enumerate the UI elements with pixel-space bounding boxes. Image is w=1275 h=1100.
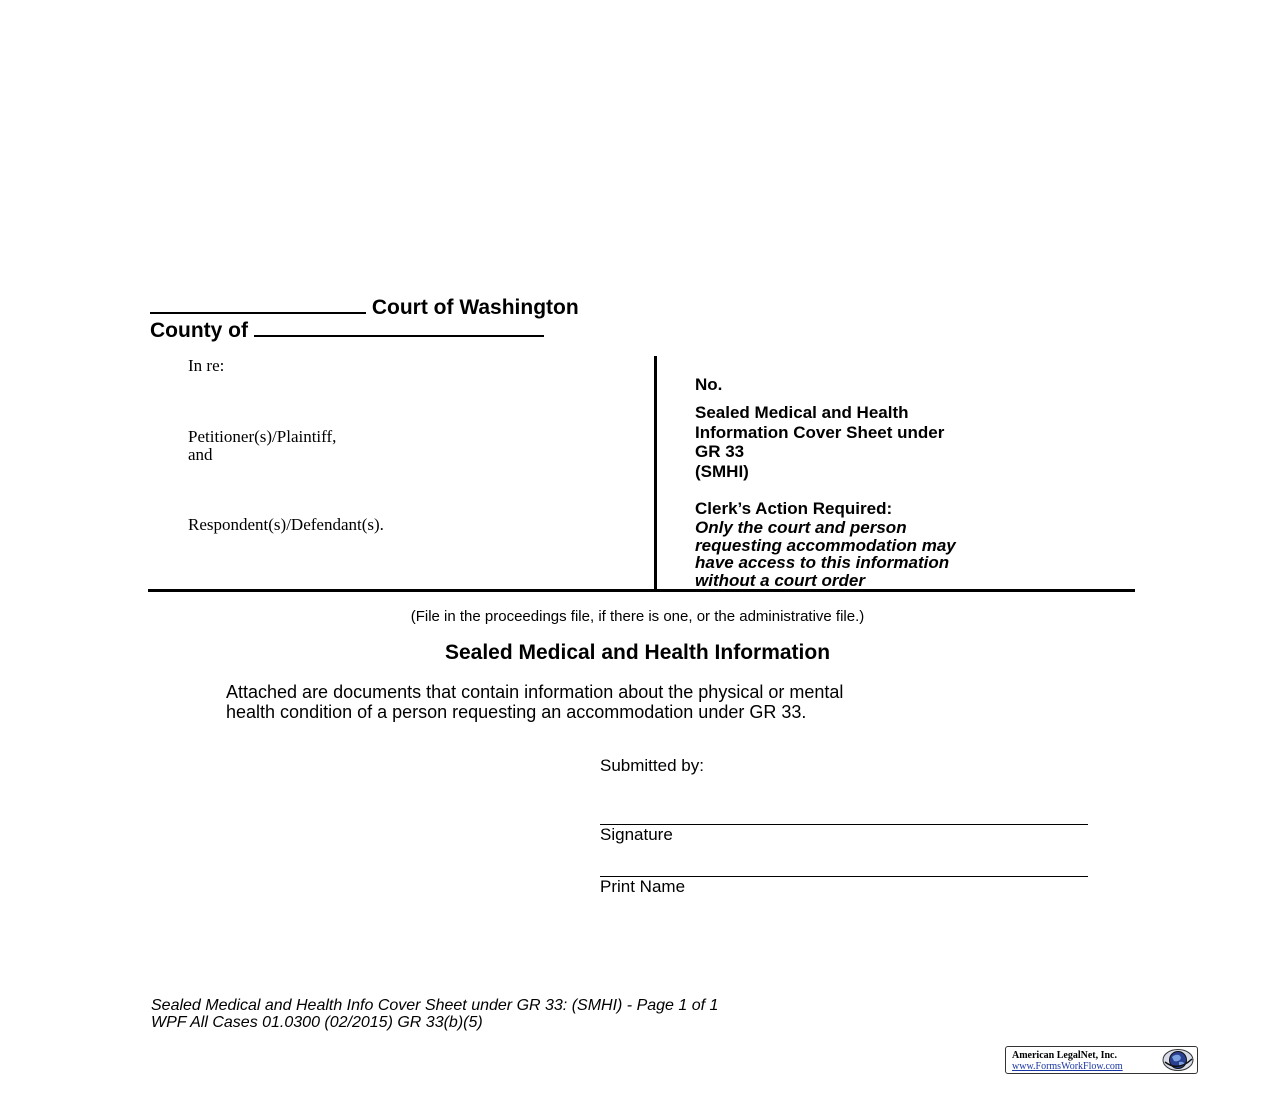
and-label: and bbox=[188, 445, 213, 464]
signature-label: Signature bbox=[600, 825, 673, 844]
signature-line[interactable] bbox=[600, 824, 1088, 825]
document-title-line: GR 33 bbox=[695, 442, 745, 461]
footer-line-form-number: WPF All Cases 01.0300 (02/2015) GR 33(b)(5) bbox=[151, 1014, 483, 1031]
clerk-note-line: Only the court and person bbox=[695, 518, 907, 537]
body-text-line: health condition of a person requesting an accommodation under GR 33. bbox=[226, 701, 807, 722]
clerk-note-line: have access to this information bbox=[695, 553, 950, 572]
body-text-line: Attached are documents that contain information about the physical or mental bbox=[226, 682, 844, 702]
submitted-by-label: Submitted by: bbox=[600, 756, 704, 775]
court-label: Court of Washington bbox=[371, 296, 579, 319]
document-title-line: Sealed Medical and Health bbox=[695, 403, 909, 422]
document-title-line: Information Cover Sheet under bbox=[695, 422, 945, 442]
caption-vertical-divider bbox=[654, 356, 657, 590]
globe-logo-icon bbox=[1161, 1048, 1195, 1072]
page-title: Sealed Medical and Health Information bbox=[444, 641, 831, 664]
case-number-label: No. bbox=[695, 375, 723, 394]
filing-instruction: (File in the proceedings file, if there is one, or the administrative file.) bbox=[410, 608, 865, 625]
document-title-line: (SMHI) bbox=[695, 461, 749, 481]
county-line bbox=[150, 317, 544, 343]
document-title bbox=[695, 403, 944, 481]
respondent-label: Respondent(s)/Defendant(s). bbox=[188, 515, 384, 534]
publisher-name: American LegalNet, Inc. bbox=[1012, 1050, 1117, 1061]
clerk-note-line: without a court order bbox=[695, 570, 865, 590]
clerk-action-label: Clerk’s Action Required: bbox=[695, 499, 893, 518]
print-name-label: Print Name bbox=[600, 877, 686, 896]
footer-line-form-title: Sealed Medical and Health Info Cover Sheet under GR 33: (SMHI) - Page 1 of 1 bbox=[151, 997, 719, 1014]
clerk-access-note bbox=[695, 519, 956, 589]
county-name-blank[interactable] bbox=[254, 317, 544, 337]
body-paragraph bbox=[226, 683, 843, 722]
county-label: County of bbox=[150, 319, 248, 342]
caption-horizontal-divider bbox=[148, 589, 1135, 592]
clerk-note-line: requesting accommodation may bbox=[695, 535, 956, 555]
publisher-badge[interactable] bbox=[1005, 1046, 1198, 1074]
page-footer bbox=[151, 997, 718, 1031]
in-re-label: In re: bbox=[188, 356, 225, 375]
petitioner-label: Petitioner(s)/Plaintiff, bbox=[188, 427, 337, 446]
publisher-link[interactable]: www.FormsWorkFlow.com bbox=[1012, 1061, 1123, 1072]
court-name-blank[interactable] bbox=[150, 294, 366, 314]
